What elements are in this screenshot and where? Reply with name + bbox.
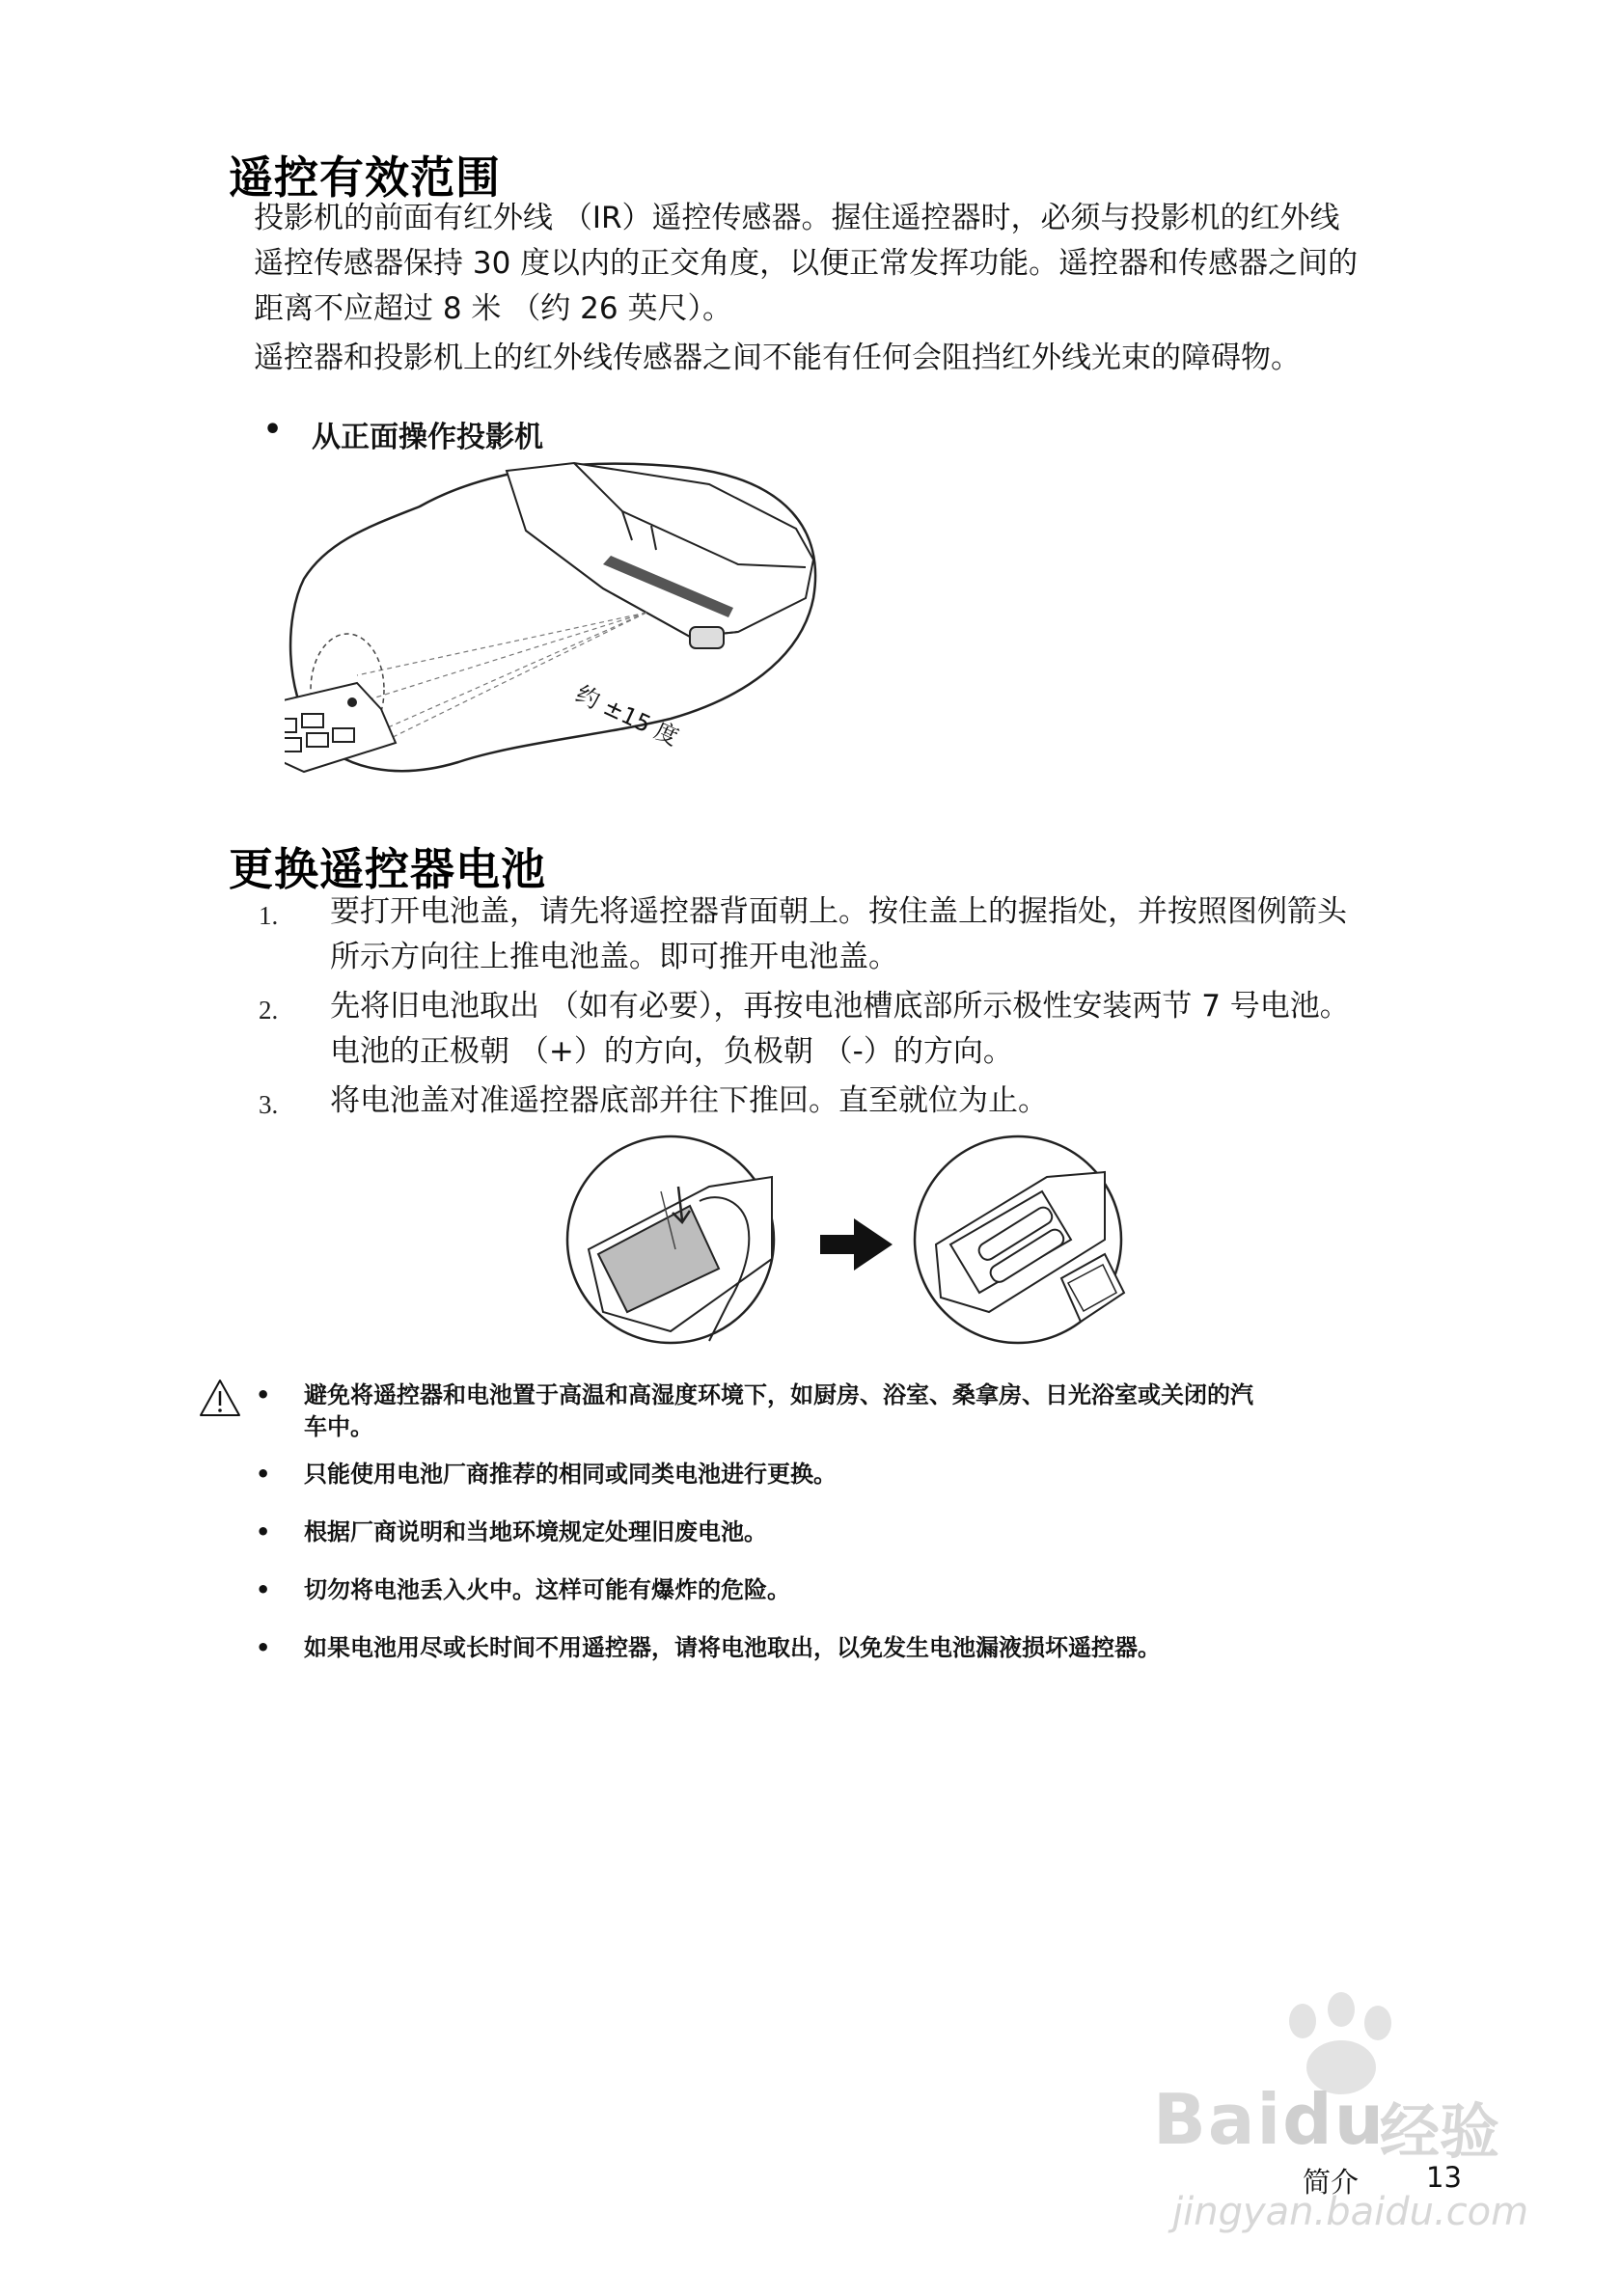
watermark-brand-suffix: du <box>1282 2079 1386 2160</box>
open-cover-illustration <box>567 1136 774 1343</box>
step-line: 电池的正极朝 （+）的方向，负极朝 （-）的方向。 <box>330 1034 1013 1069</box>
warning-item <box>256 1459 1510 1492</box>
step-line: 将电池盖对准遥控器底部并往下推回。直至就位为止。 <box>330 1083 1048 1118</box>
warning-item <box>256 1574 1510 1608</box>
batteries-installed-illustration <box>915 1136 1124 1343</box>
paragraph-line: 投影机的前面有红外线 （IR）遥控传感器。握住遥控器时，必须与投影机的红外线 <box>254 201 1340 235</box>
warning-line: 如果电池用尽或长时间不用遥控器，请将电池取出，以免发生电池漏液损坏遥控器。 <box>304 1634 1161 1661</box>
watermark-url: jingyan.baidu.com <box>1172 2190 1529 2234</box>
step-line: 所示方向往上推电池盖。即可推开电池盖。 <box>330 940 898 974</box>
angle-label: 约 ±15 度 <box>571 680 683 752</box>
step-line: 先将旧电池取出 （如有必要），再按电池槽底部所示极性安装两节 7 号电池。 <box>330 989 1350 1024</box>
footer-section-name: 简介 <box>1303 2166 1360 2199</box>
warning-line: 车中。 <box>304 1413 373 1440</box>
page-number: 13 <box>1426 2161 1462 2194</box>
warning-bullet: • <box>256 1634 271 1661</box>
warning-bullet: • <box>256 1381 271 1408</box>
battery-steps <box>259 889 1513 1119</box>
battery-replacement-figure <box>564 1134 1143 1346</box>
step-number: 2. <box>259 996 279 1025</box>
warning-list <box>256 1380 1510 1669</box>
step-line: 要打开电池盖，请先将遥控器背面朝上。按住盖上的握指处，并按照图例箭头 <box>330 894 1347 929</box>
warning-line: 避免将遥控器和电池置于高温和高湿度环境下，如厨房、浴室、桑拿房、日光浴室或关闭的汽 <box>304 1381 1253 1408</box>
warning-bullet: • <box>256 1518 271 1545</box>
warning-item <box>256 1632 1510 1666</box>
warning-line: 只能使用电池厂商推荐的相同或同类电池进行更换。 <box>304 1461 837 1488</box>
front-operation-heading: 从正面操作投影机 <box>312 421 543 454</box>
warning-item <box>256 1380 1510 1447</box>
obstruction-paragraph: 遥控器和投影机上的红外线传感器之间不能有任何会阻挡红外线光束的障碍物。 <box>254 341 1301 375</box>
section-title-replace-battery: 更换遥控器电池 <box>229 843 546 895</box>
bullet-marker: • <box>263 413 283 447</box>
warning-bullet: • <box>256 1461 271 1488</box>
baidu-watermark <box>1153 1992 1578 2282</box>
warning-line: 切勿将电池丢入火中。这样可能有爆炸的危险。 <box>304 1576 790 1603</box>
arrow-right-icon <box>820 1218 893 1271</box>
remote-range-paragraph <box>254 196 1508 332</box>
step-number: 1. <box>259 901 279 930</box>
paragraph-line: 遥控传感器保持 30 度以内的正交角度，以便正常发挥功能。遥控器和传感器之间的 <box>254 246 1359 281</box>
watermark-product: 经验 <box>1380 2096 1500 2167</box>
step-number: 3. <box>259 1090 279 1119</box>
warning-triangle-icon <box>198 1378 242 1418</box>
warning-bullet: • <box>256 1576 271 1603</box>
remote-range-figure <box>285 453 825 786</box>
paragraph-line: 距离不应超过 8 米 （约 26 英尺）。 <box>254 291 732 326</box>
warning-item <box>256 1517 1510 1550</box>
warning-line: 根据厂商说明和当地环境规定处理旧废电池。 <box>304 1518 767 1545</box>
watermark-brand: Bai <box>1153 2079 1283 2160</box>
section-title-remote-range: 遥控有效范围 <box>229 151 501 204</box>
